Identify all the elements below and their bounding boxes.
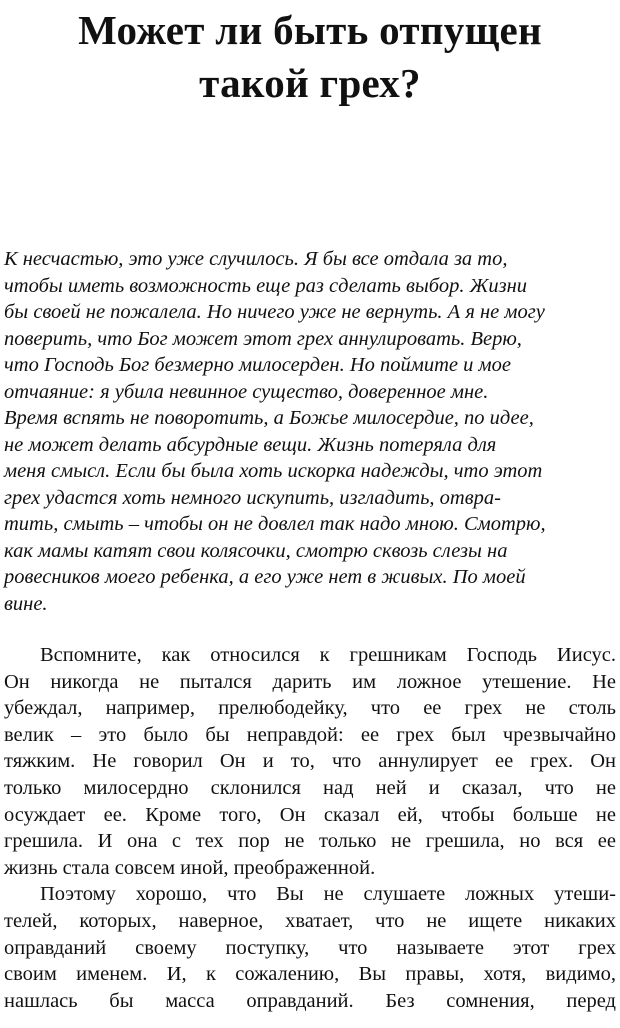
letter-line: что Господь Бог безмерно милосерден. Но поймите и мое [4,354,511,376]
answer-line: Поэтому хорошо, что Вы не слушаете ложных утеши- [40,883,616,906]
answer-line: тяжким. Не говорил Он и то, что аннулирует ее грех. Он [4,750,616,773]
letter-line: К несчастью, это уже случилось. Я бы все отдала за то, [4,248,508,270]
letter-line: меня смысл. Если бы была хоть искорка надежды, что этот [4,460,543,482]
letter-line: как мамы катят свои колясочки, смотрю сквозь слезы на [4,539,508,562]
answer-line: своим именем. И, к сожалению, Вы правы, хотя, видимо, [4,963,616,986]
letter-line: грех удастся хоть немного искупить, изгладить, отвра- [4,486,501,509]
answer-line: убеждал, например, прелюбодейку, что ее грех не столь [4,697,616,720]
answer-line: жизнь стала совсем иной, преображенной. [4,856,376,879]
answer-line: грешила. И она с тех пор не только не грешила, но вся ее [4,830,616,853]
letter-line: отчаяние: я убила невинное существо, доверенное мне. [4,380,489,403]
letter-line: тить, смыть – чтобы он не довлел так надо мною. Смотрю, [4,513,546,535]
answer-line: Вспомните, как относился к грешникам Господь Иисус. [40,644,616,666]
chapter-title-line: такой грех? [199,60,421,106]
letter-line: ровесников моего ребенка, а его уже нет в живых. По моей [4,566,526,588]
answer-line: Он никогда не пытался дарить им ложное утешение. Не [4,670,616,693]
answer-line: оправданий своему поступку, что называете этот грех [4,936,616,959]
answer-line: телей, которых, наверное, хватает, что не ищете никаких [4,909,616,932]
letter-line: чтобы иметь возможность еще раз сделать выбор. Жизни [4,274,528,297]
answer-line: нашлась бы масса оправданий. Без сомнения, перед [4,989,616,1012]
chapter-title-line: Может ли быть отпущен [78,7,542,53]
answer-line: велик – это было бы неправдой: ее грех был чрезвычайно [4,723,616,746]
letter-line: вине. [4,592,48,615]
reader-letter [4,246,614,617]
answer-line: только милосердно склонился над ней и сказал, что не [4,776,616,799]
answer-line: осуждает ее. Кроме того, Он сказал ей, чтобы больше не [4,803,616,826]
letter-line: не может делать абсурдные вещи. Жизнь потеряла для [4,433,497,456]
chapter-title [0,4,620,110]
letter-line: поверить, что Бог может этот грех аннулировать. Верю, [4,327,522,350]
letter-line: бы своей не пожалела. Но ничего уже не вернуть. А я не могу [4,301,545,323]
letter-line: Время вспять не поворотить, а Божье милосердие, по идее, [4,407,534,429]
answer-text [4,642,616,1014]
